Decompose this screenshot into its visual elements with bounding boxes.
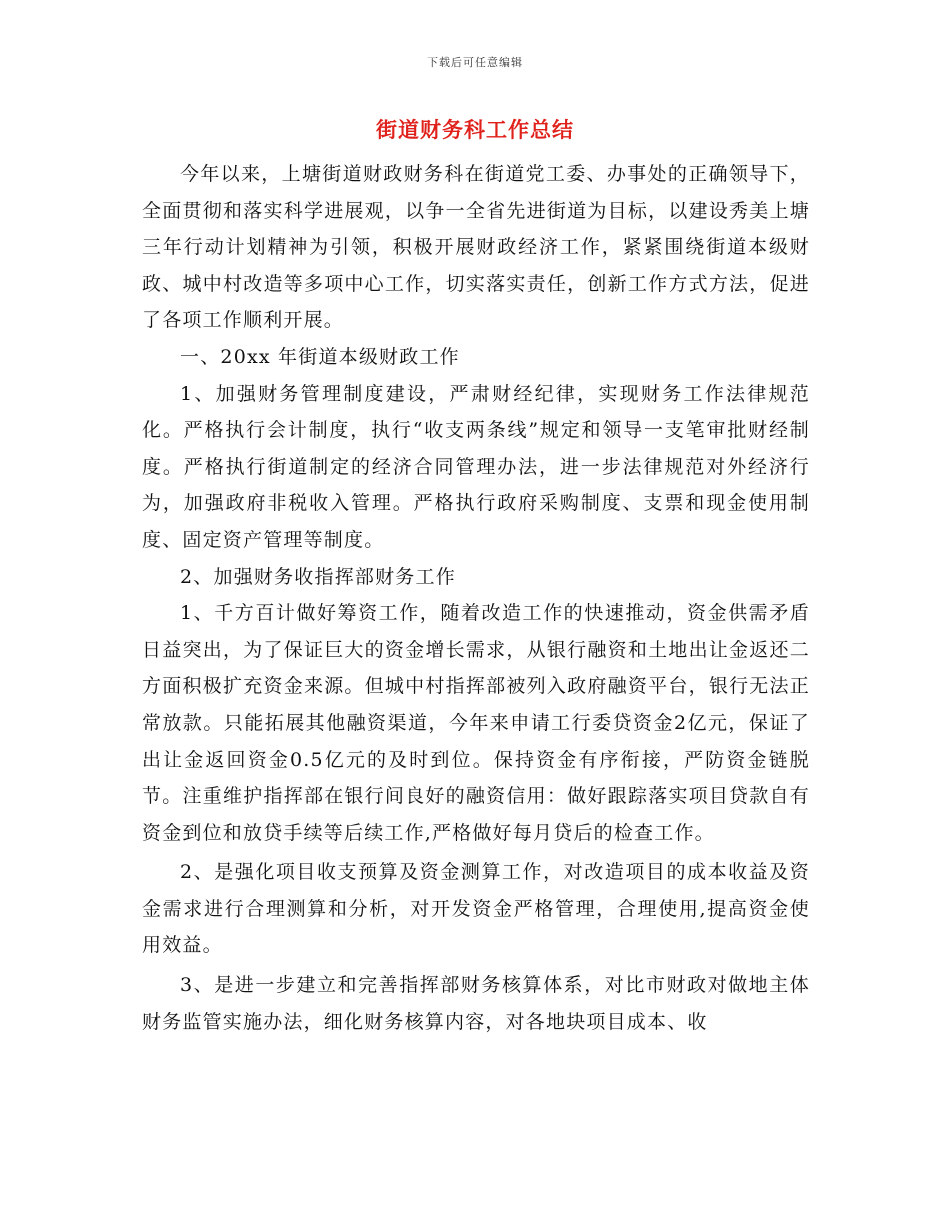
document-title: 街道财务科工作总结: [376, 117, 574, 142]
document-body: [142, 156, 810, 1040]
paragraph-1-1: 1、加强财务管理制度建设，严肃财经纪律，实现财务工作法律规范化。严格执行会计制度，执行“收支两条线”规定和领导一支笔审批财经制度。严格执行街道制定的经济合同管理办法，进一步法律规范对外经济行为，加强政府非税收入管理。严格执行政府采购制度、支票和现金使用制度、固定资产管理等制度。: [142, 382, 810, 551]
paragraph-intro: 今年以来，上塘街道财政财务科在街道党工委、办事处的正确领导下，全面贯彻和落实科学进展观，以争一全省先进街道为目标，以建设秀美上塘三年行动计划精神为引领，积极开展财政经济工作，紧紧围绕街道本级财政、城中村改造等多项中心工作，切实落实责任，创新工作方式方法，促进了各项工作顺利开展。: [142, 163, 810, 332]
paragraph-2-1: 1、千方百计做好筹资工作，随着改造工作的快速推动，资金供需矛盾日益突出，为了保证巨大的资金增长需求，从银行融资和土地出让金返还二方面积极扩充资金来源。但城中村指挥部被列入政府融资平台，银行无法正常放款。只能拓展其他融资渠道，今年来申请工行委贷资金2亿元，保证了出让金返回资金0.5亿元的及时到位。保持资金有序衔接，严防资金链脱节。注重维护指挥部在银行间良好的融资信用：做好跟踪落实项目贷款自有资金到位和放贷手续等后续工作,严格做好每月贷后的检查工作。: [142, 602, 810, 844]
paragraph-2-2: 2、是强化项目收支预算及资金测算工作，对改造项目的成本收益及资金需求进行合理测算和分析，对开发资金严格管理，合理使用,提高资金使用效益。: [142, 861, 810, 957]
subsection-heading-2: 2、加强财务收指挥部财务工作: [180, 565, 456, 588]
section-heading-1: 一、20xx 年街道本级财政工作: [180, 345, 460, 368]
paragraph-2-3: 3、是进一步建立和完善指挥部财务核算体系，对比市财政对做地主体财务监管实施办法，细化财务核算内容，对各地块项目成本、收: [142, 974, 810, 1033]
header-note: 下载后可任意编辑: [427, 56, 523, 69]
